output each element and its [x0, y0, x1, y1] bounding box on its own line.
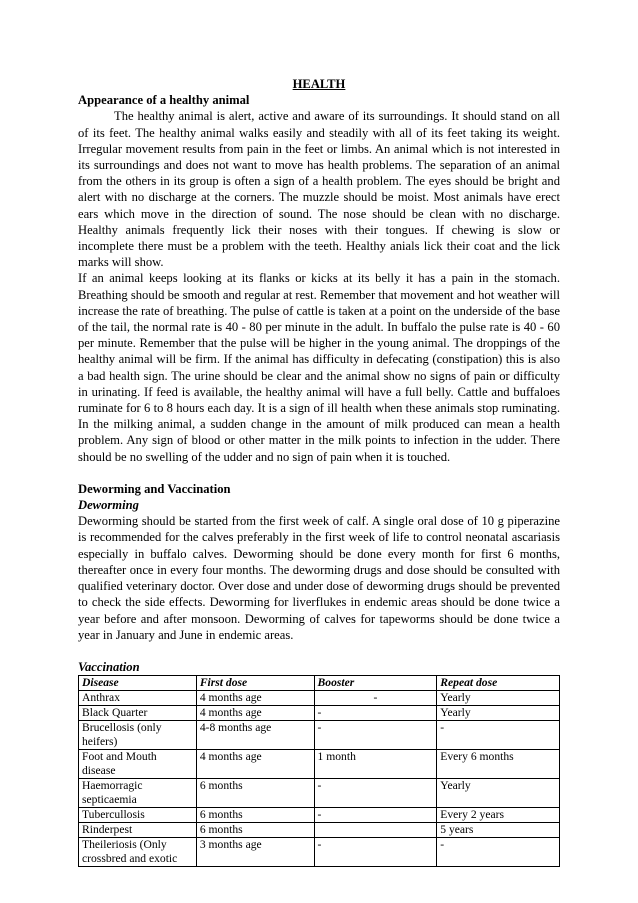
table-row: [79, 691, 560, 706]
page-title: HEALTH: [292, 77, 346, 91]
cell-disease: Black Quarter: [79, 706, 197, 721]
cell-booster: -: [314, 808, 437, 823]
cell-repeat-dose: -: [437, 721, 560, 750]
table-row: [79, 838, 560, 867]
paragraph-appearance-1: The healthy animal is alert, active and aware of its surroundings. It should stand on all of its feet. The healthy animal walks easily and steadily with all of its feet taking its weight. Irregular movement results from pain in the feet or limbs. An animal which is not interested in its surroundings and does not want to move has health problems. The separation of an animal from the others in its group is often a sign of a health problem. The eyes should be bright and alert with no discharge at the corners. The muzzle should be moist. Most animals have erect ears which move in the direction of sound. The nose should be clean with no discharge. Healthy animals frequently lick their noses with their tongues. If chewing is slow or incomplete there must be a problem with the teeth. Healthy anials lick their coat and the lick marks will show.: [78, 109, 560, 270]
cell-booster: -: [314, 691, 437, 706]
cell-booster: -: [314, 838, 437, 867]
cell-first-dose: 6 months: [196, 823, 314, 838]
cell-disease: Brucellosis (only heifers): [79, 721, 197, 750]
cell-booster: [314, 823, 437, 838]
spacer: [78, 465, 560, 481]
cell-first-dose: 6 months: [196, 808, 314, 823]
document-page: [78, 76, 560, 867]
table-row: [79, 706, 560, 721]
cell-disease: Haemorragic septicaemia: [79, 779, 197, 808]
cell-booster: 1 month: [314, 750, 437, 779]
cell-repeat-dose: -: [437, 838, 560, 867]
cell-disease: Foot and Mouth disease: [79, 750, 197, 779]
cell-first-dose: 3 months age: [196, 838, 314, 867]
table-row: [79, 750, 560, 779]
section-heading-appearance: Appearance of a healthy animal: [78, 93, 250, 108]
vaccination-table: [78, 675, 560, 867]
cell-repeat-dose: Yearly: [437, 691, 560, 706]
section-heading-deworming-vaccination: Deworming and Vaccination: [78, 481, 231, 496]
header-disease: Disease: [79, 676, 197, 691]
cell-disease: Anthrax: [79, 691, 197, 706]
header-booster: Booster: [314, 676, 437, 691]
cell-first-dose: 4 months age: [196, 706, 314, 721]
subheading-vaccination: Vaccination: [78, 659, 140, 674]
cell-repeat-dose: 5 years: [437, 823, 560, 838]
cell-repeat-dose: Every 2 years: [437, 808, 560, 823]
paragraph-appearance-2: If an animal keeps looking at its flanks or kicks at its belly it has a pain in the stomach. Breathing should be smooth and regular at rest. Remember that movement and hot weather will increase the rate of breathing. The pulse of cattle is taken at a point on the underside of the base of the tail, the normal rate is 40 - 80 per minute in the adult. In buffalo the pulse rate is 40 - 60 per minute. Remember that the pulse will be higher in the young animal. The droppings of the healthy animal will be firm. If the animal has difficulty in defecating (constipation) this is also a bad health sign. The urine should be clear and the animal show no signs of pain or difficulty in urinating. If feed is available, the healthy animal will have a full belly. Cattle and buffaloes ruminate for 6 to 8 hours each day. It is a sign of ill health when these animals stop ruminating. In the milking animal, a sudden change in the amount of milk produced can mean a health problem. Any sign of blood or other matter in the milk points to infection in the udder. There should be no swelling of the udder and no sign of pain when it is touched.: [78, 271, 560, 464]
cell-repeat-dose: Yearly: [437, 706, 560, 721]
cell-repeat-dose: Yearly: [437, 779, 560, 808]
cell-first-dose: 4 months age: [196, 691, 314, 706]
spacer: [78, 643, 560, 659]
cell-first-dose: 6 months: [196, 779, 314, 808]
table-row: [79, 808, 560, 823]
table-row: [79, 823, 560, 838]
table-row: [79, 721, 560, 750]
table-header-row: [79, 676, 560, 691]
header-first-dose: First dose: [196, 676, 314, 691]
cell-repeat-dose: Every 6 months: [437, 750, 560, 779]
cell-disease: Theileriosis (Only crossbred and exotic: [79, 838, 197, 867]
cell-disease: Tubercullosis: [79, 808, 197, 823]
paragraph-deworming: Deworming should be started from the first week of calf. A single oral dose of 10 g piperazine is recommended for the calves preferably in the first week of life to control neonatal ascariasis especially in buffalo calves. Deworming should be done every month for first 6 months, thereafter once in every four months. The deworming drugs and dose should be consulted with qualified veterinary doctor. Over dose and under dose of deworming drugs should be prevented to check the side effects. Deworming for liverflukes in endemic areas should be done twice a year before and after monsoon. Deworming of calves for tapeworms should be done twice a year in January and June in endemic areas.: [78, 514, 560, 642]
cell-booster: -: [314, 779, 437, 808]
cell-disease: Rinderpest: [79, 823, 197, 838]
cell-first-dose: 4-8 months age: [196, 721, 314, 750]
cell-booster: -: [314, 706, 437, 721]
header-repeat-dose: Repeat dose: [437, 676, 560, 691]
cell-booster: -: [314, 721, 437, 750]
table-row: [79, 779, 560, 808]
cell-first-dose: 4 months age: [196, 750, 314, 779]
subheading-deworming: Deworming: [78, 498, 139, 513]
